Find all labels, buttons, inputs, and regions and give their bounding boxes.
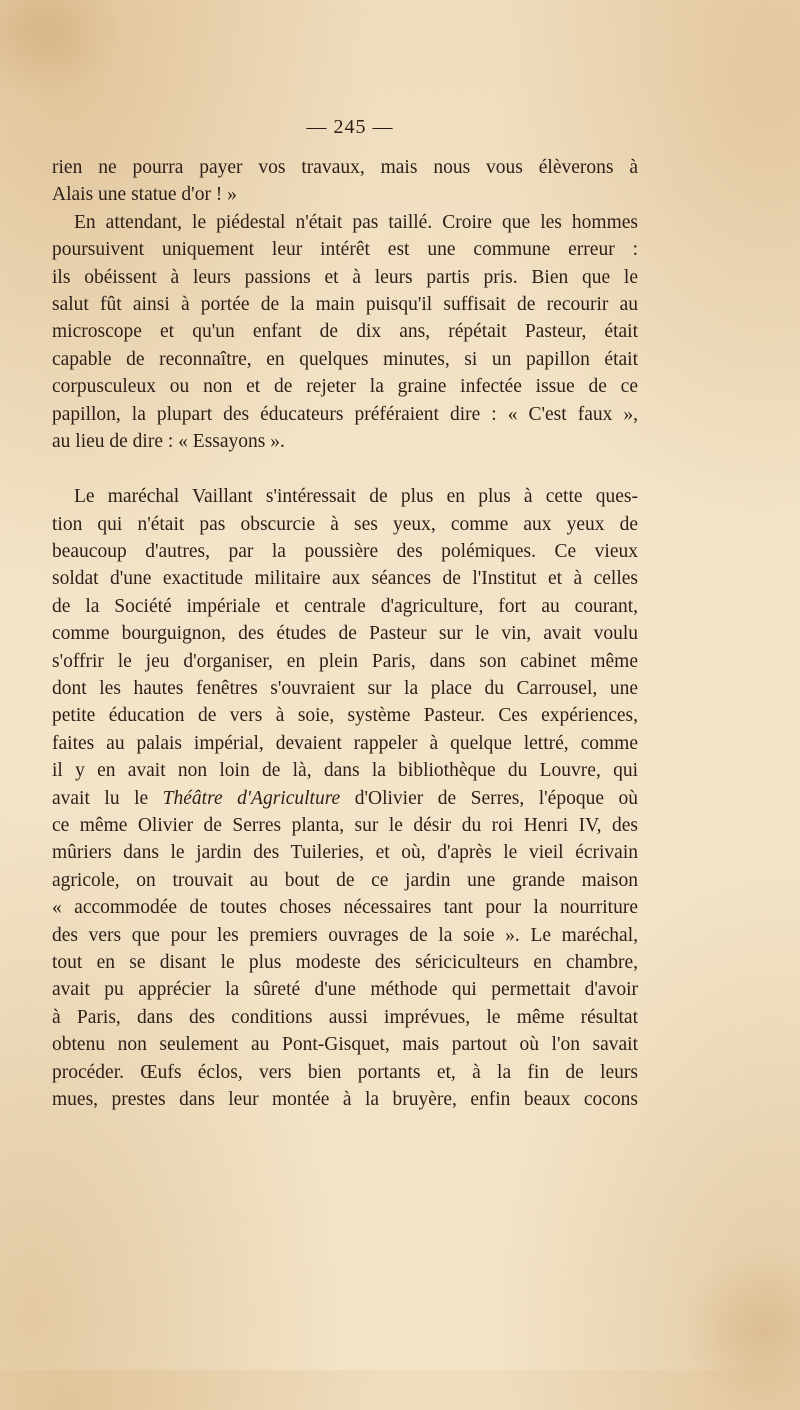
text-line: tout en se disant le plus modeste des sériciculteurs en chambre,: [52, 951, 638, 973]
text-line: capable de reconnaître, en quelques minutes, si un papillon était: [52, 348, 638, 370]
line-text-after: d'Olivier de Serres, l'époque où: [340, 787, 638, 809]
text-line: il y en avait non loin de là, dans la bibliothèque du Louvre, qui: [52, 760, 638, 782]
text-line-with-title: [52, 785, 638, 812]
text-line: ce même Olivier de Serres planta, sur le désir du roi Henri IV, des: [52, 814, 638, 836]
text-line: mues, prestes dans leur montée à la bruyère, enfin beaux cocons: [52, 1088, 638, 1110]
paragraph-1: [52, 154, 638, 209]
text-line: soldat d'une exactitude militaire aux séances de l'Institut et à celles: [52, 568, 638, 590]
text-line: de la Société impériale et centrale d'agriculture, fort au courant,: [52, 595, 638, 617]
text-line: agricole, on trouvait au bout de ce jardin une grande maison: [52, 869, 638, 891]
text-line: à Paris, dans des conditions aussi imprévues, le même résultat: [52, 1006, 638, 1028]
text-line: des vers que pour les premiers ouvrages de la soie ». Le maréchal,: [52, 924, 638, 946]
text-line: microscope et qu'un enfant de dix ans, répétait Pasteur, était: [52, 321, 638, 343]
body-text: [52, 154, 638, 1113]
text-line: « accommodée de toutes choses nécessaires tant pour la nourriture: [52, 897, 638, 919]
paper-stain: [680, 1250, 800, 1410]
text-line: rien ne pourra payer vos travaux, mais nous vous élèverons à: [52, 157, 638, 178]
text-line: En attendant, le piédestal n'était pas taillé. Croire que les hommes: [74, 211, 638, 233]
text-line: Le maréchal Vaillant s'intéressait de plus en plus à cette ques-: [74, 486, 638, 508]
book-title: Théâtre d'Agriculture: [162, 787, 341, 809]
text-line: ils obéissent à leurs passions et à leurs partis pris. Bien que le: [52, 266, 638, 288]
text-line: papillon, la plupart des éducateurs préféraient dire : « C'est faux »,: [52, 403, 638, 425]
line-text-before: avait lu le: [52, 787, 163, 809]
text-line: corpusculeux ou non et de rejeter la graine infectée issue de ce: [52, 376, 638, 398]
paragraph-3: [52, 483, 638, 1113]
paragraph-2: [52, 209, 638, 456]
text-line: au lieu de dire : « Essayons ».: [52, 430, 285, 452]
text-line: mûriers dans le jardin des Tuileries, et où, d'après le vieil écrivain: [52, 842, 638, 864]
page-number: — 245 —: [306, 116, 394, 138]
text-line: Alais une statue d'or ! »: [52, 184, 237, 206]
text-line: poursuivent uniquement leur intérêt est une commune erreur :: [52, 239, 638, 261]
text-line: comme bourguignon, des études de Pasteur sur le vin, avait voulu: [52, 623, 638, 645]
text-line: faites au palais impérial, devaient rappeler à quelque lettré, comme: [52, 732, 638, 754]
text-line: tion qui n'était pas obscurcie à ses yeux, comme aux yeux de: [52, 513, 638, 535]
text-line: procéder. Œufs éclos, vers bien portants et, à la fin de leurs: [52, 1061, 638, 1083]
paragraph-gap: [52, 455, 638, 483]
text-line: avait pu apprécier la sûreté d'une méthode qui permettait d'avoir: [52, 979, 638, 1001]
text-line: petite éducation de vers à soie, système Pasteur. Ces expériences,: [52, 705, 638, 727]
text-line: obtenu non seulement au Pont-Gisquet, mais partout où l'on savait: [52, 1034, 638, 1056]
text-line: beaucoup d'autres, par la poussière des polémiques. Ce vieux: [52, 541, 638, 563]
text-line: salut fût ainsi à portée de la main puisqu'il suffisait de recourir au: [52, 293, 638, 315]
text-line: dont les hautes fenêtres s'ouvraient sur la place du Carrousel, une: [52, 678, 638, 700]
paper-stain: [0, 0, 120, 100]
text-line: s'offrir le jeu d'organiser, en plein Paris, dans son cabinet même: [52, 650, 638, 672]
